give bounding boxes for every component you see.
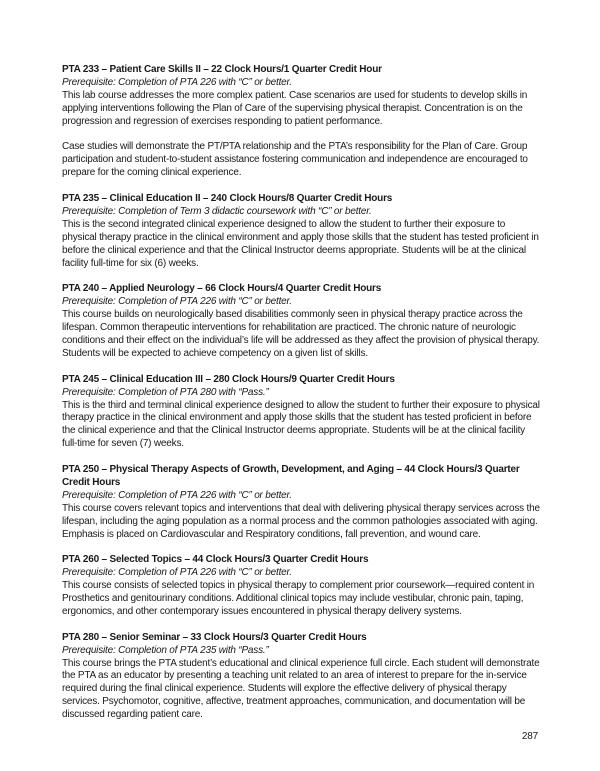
- course-prerequisite: Prerequisite: Completion of PTA 235 with “Pass.”: [62, 644, 269, 656]
- course-section-pta-235: [62, 193, 541, 270]
- course-heading: PTA 233 – Patient Care Skills II – 22 Clock Hours/1 Quarter Credit Hour: [62, 64, 382, 75]
- course-prerequisite: Prerequisite: Completion of Term 3 didactic coursework with “C” or better.: [62, 205, 372, 217]
- course-description-paragraph: This course brings the PTA student’s educational and clinical experience full circle. Each student will demonstrate the PTA as an educator by presenting a teaching unit related to an area of interest to prepare for the in-service required during the final clinical experience. Students will explore the effective delivery of physical therapy services. Psychomotor, cognitive, affective, treatment approaches, communication, and documentation will be discussed regarding patient care.: [62, 657, 540, 721]
- course-section-pta-245: [62, 374, 541, 451]
- course-heading: PTA 240 – Applied Neurology – 66 Clock Hours/4 Quarter Credit Hours: [62, 283, 382, 295]
- course-section-pta-280: [62, 632, 541, 722]
- page-number: 287: [521, 731, 538, 742]
- course-description-paragraph: This course consists of selected topics in physical therapy to complement prior coursework—required content in Prosthetics and genitourinary conditions. Additional clinical topics may include vestibular, chronic pain, taping, ergonomics, and other contemporary issues encountered in physical therapy delivery systems.: [62, 580, 535, 617]
- course-description-paragraph: Case studies will demonstrate the PT/PTA relationship and the PTA’s responsibility for the Plan of Care. Group participation and student-to-student assistance fostering communication and independence are encouraged to prepare for the coming clinical experience.: [62, 141, 528, 179]
- course-heading: PTA 245 – Clinical Education III – 280 Clock Hours/9 Quarter Credit Hours: [62, 373, 395, 385]
- course-description-paragraph: This lab course addresses the more complex patient. Case scenarios are used for students to develop skills in applying interventions following the Plan of Care of the supervising physical therapist. Concentration is on the progression and regression of exercises responding to patient performance.: [62, 89, 528, 127]
- course-description-paragraph: This is the second integrated clinical experience designed to allow the student to further their exposure to physical therapy practice in the clinical environment and apply those skills that the student has tested proficient in before the clinical experience and that the Clinical Instructor deems appropriate. Students will be at the clinical facility full-time for six (6) weeks.: [62, 218, 539, 269]
- course-prerequisite: Prerequisite: Completion of PTA 226 with “C” or better.: [62, 76, 292, 88]
- course-section-pta-250: [62, 464, 541, 541]
- course-description-paragraph: This course builds on neurologically based disabilities commonly seen in physical therapy practice across the lifespan. Common therapeutic interventions for rehabilitation are practiced. The chronic nature of neurologic conditions and their effect on the individual’s life will be addressed as they affect the provision of physical therapy. Students will be expected to achieve competency on a given list of skills.: [62, 309, 540, 359]
- course-heading: PTA 260 – Selected Topics – 44 Clock Hours/3 Quarter Credit Hours: [62, 554, 369, 566]
- course-prerequisite: Prerequisite: Completion of PTA 280 with “Pass.”: [62, 386, 269, 398]
- course-section-pta-260: [62, 554, 541, 619]
- course-section-pta-233: [62, 64, 541, 180]
- course-prerequisite: Prerequisite: Completion of PTA 226 with “C” or better.: [62, 567, 292, 579]
- catalog-page-content: [62, 64, 541, 722]
- course-section-pta-240: [62, 283, 541, 360]
- course-heading: PTA 250 – Physical Therapy Aspects of Growth, Development, and Aging – 44 Clock Hours/3 Quarter Credit Hours: [62, 464, 520, 488]
- course-heading: PTA 235 – Clinical Education II – 240 Clock Hours/8 Quarter Credit Hours: [62, 193, 393, 205]
- course-description-paragraph: This course covers relevant topics and interventions that deal with delivering physical therapy services across the lifespan, including the aging population as a normal process and the common pathologies associated with aging. Emphasis is placed on Cardiovascular and Respiratory conditions, fall prevention, and wound care.: [62, 502, 540, 540]
- course-prerequisite: Prerequisite: Completion of PTA 226 with “C” or better.: [62, 296, 292, 308]
- course-description-paragraph: This is the third and terminal clinical experience designed to allow the student to further their exposure to physical therapy practice in the clinical environment and apply those skills that the student has tested proficient in before the clinical experience and that the Clinical Instructor deems appropriate. Students will be at the clinical facility full-time for seven (7) weeks.: [62, 399, 540, 450]
- course-prerequisite: Prerequisite: Completion of PTA 226 with “C” or better.: [62, 489, 292, 501]
- course-heading: PTA 280 – Senior Seminar – 33 Clock Hours/3 Quarter Credit Hours: [62, 631, 367, 643]
